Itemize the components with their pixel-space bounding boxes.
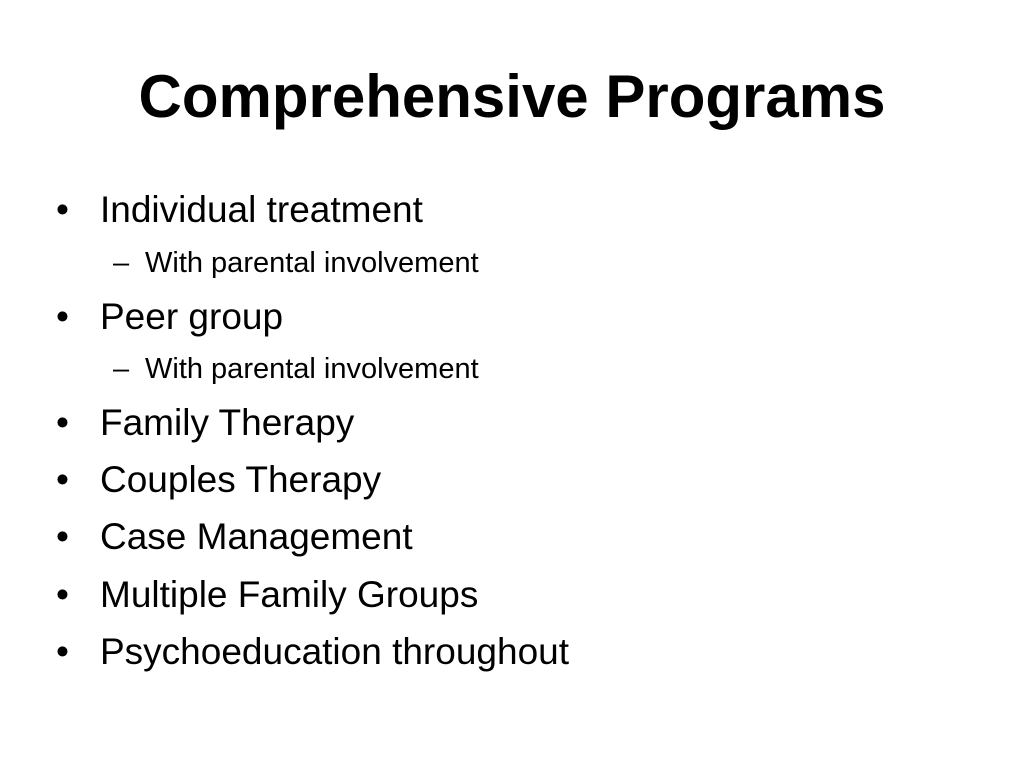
sub-bullet-marker: – — [113, 353, 130, 385]
bullet-text: Couples Therapy — [100, 459, 382, 500]
bullet-marker: • — [56, 574, 69, 615]
sub-bullet-item — [113, 352, 479, 386]
bullet-item — [56, 573, 478, 617]
bullet-item — [56, 401, 354, 445]
bullet-text: Case Management — [100, 516, 413, 557]
bullet-item — [56, 630, 569, 674]
bullet-marker: • — [56, 402, 69, 443]
bullet-item — [56, 458, 381, 502]
sub-bullet-item — [113, 246, 479, 280]
bullet-item — [56, 515, 413, 559]
bullet-item — [56, 188, 423, 232]
bullet-text: Individual treatment — [100, 189, 423, 230]
bullet-marker: • — [56, 459, 69, 500]
bullet-text: Family Therapy — [100, 402, 355, 443]
bullet-marker: • — [56, 631, 69, 672]
bullet-marker: • — [56, 296, 69, 337]
sub-bullet-text: With parental involvement — [145, 353, 479, 385]
bullet-text: Peer group — [100, 296, 284, 337]
bullet-marker: • — [56, 189, 69, 230]
sub-bullet-marker: – — [113, 247, 130, 279]
bullet-marker: • — [56, 516, 69, 557]
bullet-item — [56, 295, 283, 339]
slide-title: Comprehensive Programs — [138, 63, 886, 130]
sub-bullet-text: With parental involvement — [145, 247, 479, 279]
bullet-text: Multiple Family Groups — [100, 574, 479, 615]
bullet-text: Psychoeducation throughout — [100, 631, 570, 672]
